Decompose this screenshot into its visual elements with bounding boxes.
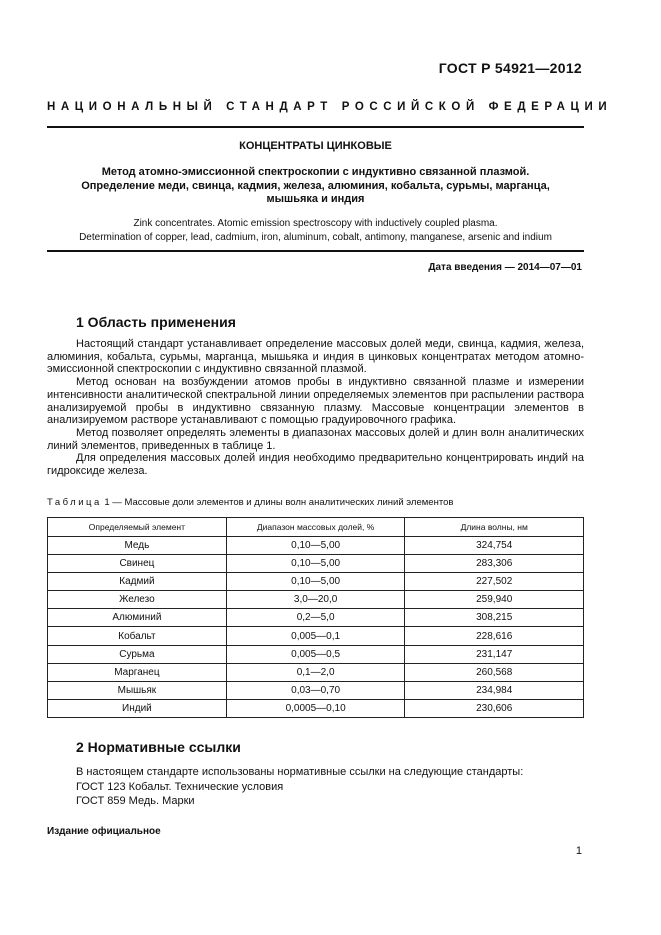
- table-row: [48, 537, 584, 555]
- wavelength-cell: 260,568: [405, 663, 584, 681]
- section-2-body: [76, 765, 523, 809]
- element-cell: Медь: [48, 537, 227, 555]
- table-row: [48, 627, 584, 645]
- subtitle-line: Метод атомно-эмиссионной спектроскопии с индуктивно связанной плазмой.: [101, 166, 530, 178]
- table-caption-label: Таблица: [47, 497, 102, 508]
- english-title-line: Determination of copper, lead, cadmium, iron, aluminum, cobalt, antimony, manganese, arsenic and indium: [79, 231, 552, 243]
- paragraph: Для определения массовых долей индия необходимо предварительно концентрировать индий на гидроксиде железа.: [47, 452, 584, 478]
- table-row: [48, 555, 584, 573]
- introduction-date: Дата введения — 2014—07—01: [428, 262, 582, 273]
- title-divider: [47, 250, 584, 252]
- range-cell: 0,2—5,0: [226, 609, 405, 627]
- english-title: [47, 217, 584, 244]
- table-row: [48, 699, 584, 717]
- element-cell: Индий: [48, 699, 227, 717]
- wavelength-cell: 230,606: [405, 699, 584, 717]
- top-divider: [47, 126, 584, 128]
- official-edition-label: Издание официальное: [47, 826, 161, 837]
- range-cell: 0,03—0,70: [226, 681, 405, 699]
- element-cell: Алюминий: [48, 609, 227, 627]
- element-cell: Марганец: [48, 663, 227, 681]
- element-cell: Железо: [48, 591, 227, 609]
- section-1-body: [47, 338, 584, 478]
- reference-item: ГОСТ 859 Медь. Марки: [76, 795, 195, 807]
- paragraph: Метод позволяет определять элементы в диапазонах массовых долей и длин волн аналитических линий элементов, приведенных в таблице 1.: [47, 426, 584, 452]
- table-header-row: [48, 518, 584, 537]
- subtitle-line: Определение меди, свинца, кадмия, железа, алюминия, кобальта, сурьмы, марганца,: [81, 179, 550, 192]
- wavelength-cell: 259,940: [405, 591, 584, 609]
- table-row: [48, 681, 584, 699]
- table-row: [48, 591, 584, 609]
- range-cell: 3,0—20,0: [226, 591, 405, 609]
- references-intro: В настоящем стандарте использованы нормативные ссылки на следующие стандарты:: [76, 766, 524, 778]
- range-cell: 0,005—0,1: [226, 627, 405, 645]
- national-standard-heading: НАЦИОНАЛЬНЫЙ СТАНДАРТ РОССИЙСКОЙ ФЕДЕРАЦИИ: [47, 101, 613, 113]
- wavelength-cell: 283,306: [405, 555, 584, 573]
- section-2-heading: 2 Нормативные ссылки: [76, 739, 241, 755]
- range-cell: 0,0005—0,10: [226, 699, 405, 717]
- gost-code: ГОСТ Р 54921—2012: [438, 60, 582, 76]
- wavelength-cell: 231,147: [405, 645, 584, 663]
- column-header-element: Определяемый элемент: [48, 518, 227, 537]
- element-cell: Сурьма: [48, 645, 227, 663]
- range-cell: 0,1—2,0: [226, 663, 405, 681]
- range-cell: 0,10—5,00: [226, 555, 405, 573]
- table-caption-text: 1 — Массовые доли элементов и длины волн аналитических линий элементов: [101, 497, 454, 508]
- element-cell: Свинец: [48, 555, 227, 573]
- wavelength-cell: 227,502: [405, 573, 584, 591]
- wavelength-cell: 228,616: [405, 627, 584, 645]
- element-cell: Мышьяк: [48, 681, 227, 699]
- wavelength-cell: 308,215: [405, 609, 584, 627]
- document-title: КОНЦЕНТРАТЫ ЦИНКОВЫЕ: [239, 140, 392, 152]
- document-subtitle: [60, 166, 571, 207]
- wavelength-cell: 324,754: [405, 537, 584, 555]
- table-row: [48, 573, 584, 591]
- table-row: [48, 609, 584, 627]
- table-row: [48, 645, 584, 663]
- elements-table: [47, 517, 584, 718]
- english-title-line: Zink concentrates. Atomic emission spectroscopy with inductively coupled plasma.: [133, 218, 498, 229]
- range-cell: 0,10—5,00: [226, 573, 405, 591]
- table-caption: [47, 497, 453, 508]
- page-number: 1: [575, 845, 582, 857]
- section-1-heading: 1 Область применения: [76, 314, 236, 330]
- column-header-range: Диапазон массовых долей, %: [226, 518, 405, 537]
- element-cell: Кадмий: [48, 573, 227, 591]
- range-cell: 0,005—0,5: [226, 645, 405, 663]
- paragraph: Метод основан на возбуждении атомов пробы в индуктивно связанной плазме и измерении интенсивности аналитической спектральной линии определяемых элементов при распылении раствора анализируемой пробы в индуктивно связанную плазму. Массовые концентрации элементов в анализируемом растворе устанавливают с помощью градуировочного графика.: [47, 376, 584, 427]
- table-row: [48, 663, 584, 681]
- element-cell: Кобальт: [48, 627, 227, 645]
- range-cell: 0,10—5,00: [226, 537, 405, 555]
- column-header-wavelength: Длина волны, нм: [405, 518, 584, 537]
- paragraph: Настоящий стандарт устанавливает определение массовых долей меди, свинца, кадмия, железа, алюминия, кобальта, сурьмы, марганца, мышьяка и индия в цинковых концентратах методом атомно-эмиссионной спектроскопии с индуктивно связанной плазмой.: [47, 338, 584, 376]
- reference-item: ГОСТ 123 Кобальт. Технические условия: [76, 780, 284, 793]
- wavelength-cell: 234,984: [405, 681, 584, 699]
- subtitle-line: мышьяка и индия: [266, 193, 365, 205]
